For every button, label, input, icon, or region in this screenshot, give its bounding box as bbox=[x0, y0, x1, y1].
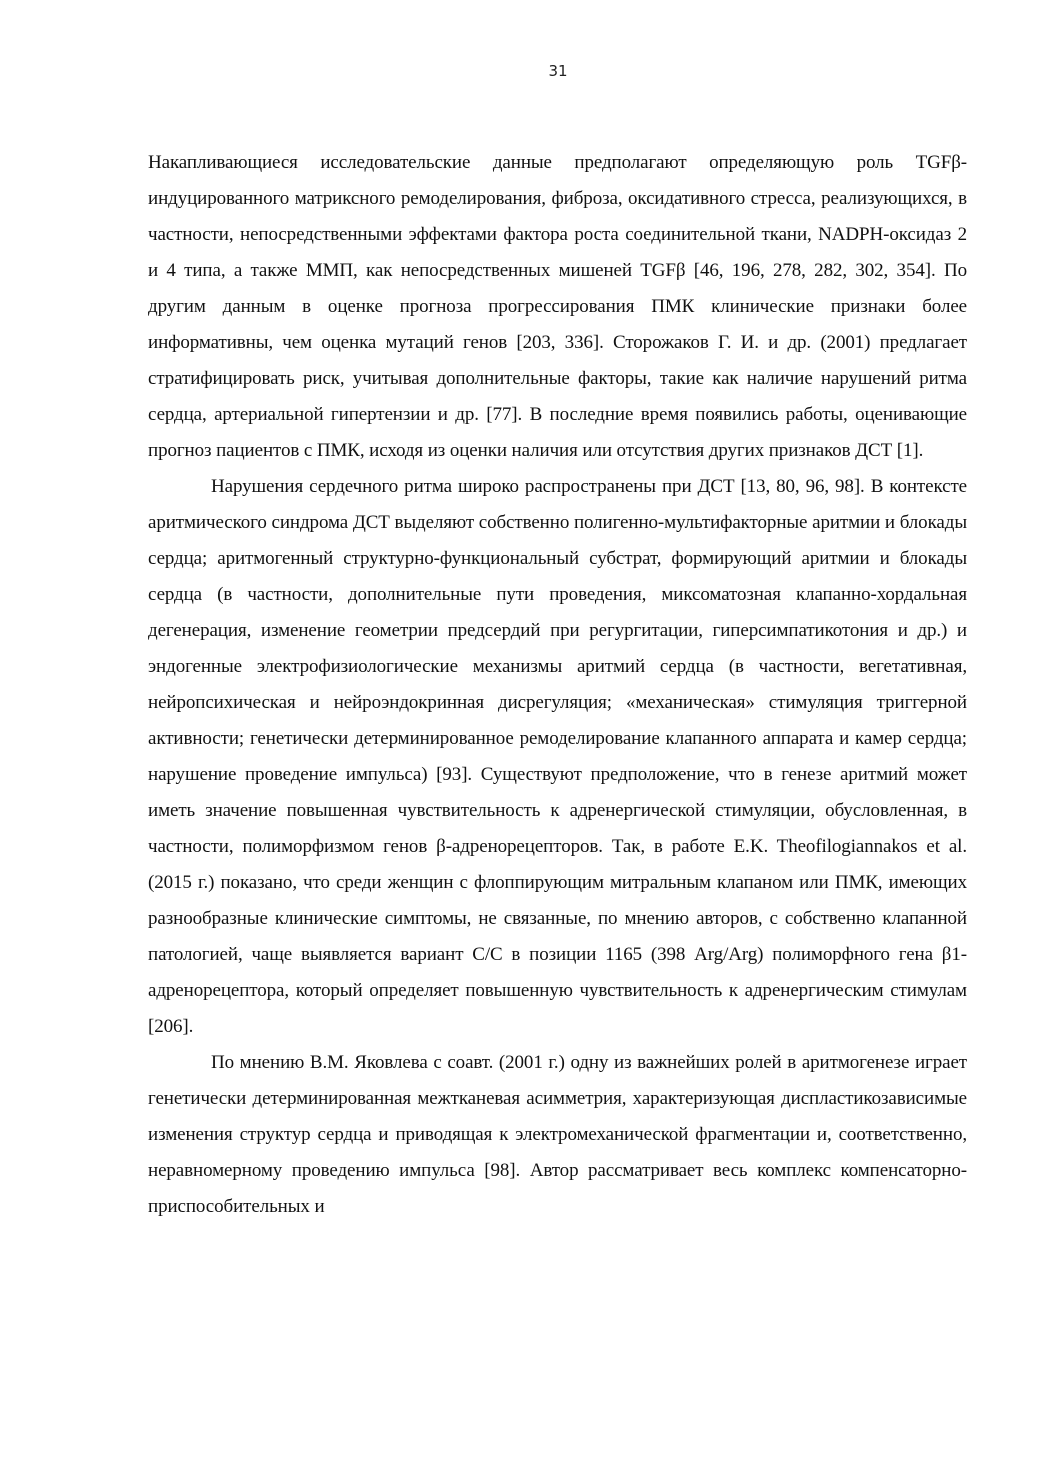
paragraph-3: По мнению В.М. Яковлева с соавт. (2001 г.) одну из важнейших ролей в аритмогенезе играет генетически детерминированная межтканевая асимметрия, характеризующая диспластикозависимые изменения структур сердца и приводящая к электромеханической фрагментации и, соответственно, неравномерному проведению импульса [98]. Автор рассматривает весь комплекс компенсаторно-приспособительных и bbox=[148, 1052, 967, 1217]
document-body bbox=[148, 145, 967, 1225]
paragraph-2: Нарушения сердечного ритма широко распространены при ДСТ [13, 80, 96, 98]. В контексте аритмического синдрома ДСТ выделяют собственно полигенно-мультифакторные аритмии и блокады сердца; аритмогенный структурно-функциональный субстрат, формирующий аритмии и блокады сердца (в частности, дополнительные пути проведения, миксоматозная клапанно-хордальная дегенерация, изменение геометрии предсердий при регургитации, гиперсимпатикотония и др.) и эндогенные электрофизиологические механизмы аритмий сердца (в частности, вегетативная, нейропсихическая и нейроэндокринная дисрегуляция; «механическая» стимуляция триггерной активности; генетически детерминированное ремоделирование клапанного аппарата и камер сердца; нарушение проведение импульса) [93]. Существуют предположение, что в генезе аритмий может иметь значение повышенная чувствительность к адренергической стимуляции, обусловленная, в частности, полиморфизмом генов β-адренорецепторов. Так, в работе E.K. Theofilogiannakos et al. (2015 г.) показано, что среди женщин с флоппирующим митральным клапаном или ПМК, имеющих разнообразные клинические симптомы, не связанные, по мнению авторов, с собственно клапанной патологией, чаще выявляется вариант C/C в позиции 1165 (398 Arg/Arg) полиморфного гена β1-адренорецептора, который определяет повышенную чувствительность к адренергическим стимулам [206]. bbox=[148, 476, 967, 1037]
page-number: 31 bbox=[548, 62, 568, 80]
paragraph-1: Накапливающиеся исследовательские данные предполагают определяющую роль TGFβ-индуцированного матриксного ремоделирования, фиброза, оксидативного стресса, реализующихся, в частности, непосредственными эффектами фактора роста соединительной ткани, NADPH-оксидаз 2 и 4 типа, а также ММП, как непосредственных мишеней TGFβ [46, 196, 278, 282, 302, 354]. По другим данным в оценке прогноза прогрессирования ПМК клинические признаки более информативны, чем оценка мутаций генов [203, 336]. Сторожаков Г. И. и др. (2001) предлагает стратифицировать риск, учитывая дополнительные факторы, такие как наличие нарушений ритма сердца, артериальной гипертензии и др. [77]. В последние время появились работы, оценивающие прогноз пациентов с ПМК, исходя из оценки наличия или отсутствия других признаков ДСТ [1]. bbox=[148, 152, 967, 461]
